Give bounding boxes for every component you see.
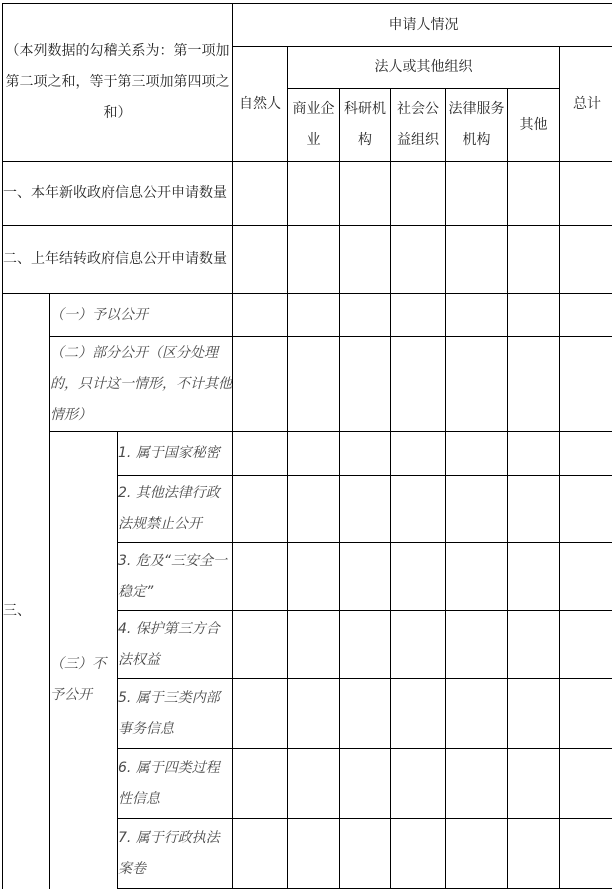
row-label-denied: （三）不予公开 bbox=[50, 432, 118, 889]
data-cell[interactable] bbox=[340, 226, 391, 294]
data-cell[interactable] bbox=[233, 294, 288, 337]
header-legal-org-group: 法人或其他组织 bbox=[288, 47, 560, 89]
data-cell[interactable] bbox=[340, 337, 391, 432]
data-cell[interactable] bbox=[560, 749, 612, 819]
data-cell[interactable] bbox=[560, 476, 612, 543]
data-cell[interactable] bbox=[508, 611, 560, 679]
data-cell[interactable] bbox=[508, 432, 560, 476]
corner-note: （本列数据的勾稽关系为：第一项加第二项之和，等于第三项加第四项之和） bbox=[3, 4, 233, 162]
data-cell[interactable] bbox=[391, 432, 446, 476]
data-cell[interactable] bbox=[391, 162, 446, 226]
header-commercial-enterprise: 商业企业 bbox=[288, 89, 340, 162]
data-cell[interactable] bbox=[391, 611, 446, 679]
data-cell[interactable] bbox=[233, 432, 288, 476]
data-cell[interactable] bbox=[391, 543, 446, 611]
data-cell[interactable] bbox=[288, 476, 340, 543]
row-label-carryover-applications: 二、上年结转政府信息公开申请数量 bbox=[3, 226, 233, 294]
data-cell[interactable] bbox=[233, 226, 288, 294]
data-cell[interactable] bbox=[288, 226, 340, 294]
section-three-label: 三、 bbox=[3, 294, 50, 889]
data-cell[interactable] bbox=[446, 337, 508, 432]
header-total: 总计 bbox=[560, 47, 612, 162]
data-cell[interactable] bbox=[340, 611, 391, 679]
data-cell[interactable] bbox=[233, 337, 288, 432]
header-other: 其他 bbox=[508, 89, 560, 162]
data-cell[interactable] bbox=[508, 162, 560, 226]
data-cell[interactable] bbox=[233, 749, 288, 819]
data-cell[interactable] bbox=[288, 543, 340, 611]
data-cell[interactable] bbox=[446, 749, 508, 819]
data-cell[interactable] bbox=[288, 337, 340, 432]
row-label-partial-disclosure: （二）部分公开（区分处理的，只计这一情形，不计其他情形） bbox=[50, 337, 233, 432]
data-cell[interactable] bbox=[233, 162, 288, 226]
data-cell[interactable] bbox=[391, 226, 446, 294]
data-cell[interactable] bbox=[446, 679, 508, 749]
data-cell[interactable] bbox=[340, 543, 391, 611]
data-cell[interactable] bbox=[340, 476, 391, 543]
row-label-new-applications: 一、本年新收政府信息公开申请数量 bbox=[3, 162, 233, 226]
data-cell[interactable] bbox=[340, 679, 391, 749]
data-cell[interactable] bbox=[391, 294, 446, 337]
data-cell[interactable] bbox=[446, 162, 508, 226]
data-cell[interactable] bbox=[446, 294, 508, 337]
data-cell[interactable] bbox=[508, 294, 560, 337]
data-cell[interactable] bbox=[391, 337, 446, 432]
data-cell[interactable] bbox=[508, 819, 560, 889]
data-cell[interactable] bbox=[340, 819, 391, 889]
data-cell[interactable] bbox=[446, 226, 508, 294]
data-cell[interactable] bbox=[508, 476, 560, 543]
data-cell[interactable] bbox=[508, 749, 560, 819]
row-label-enforcement-files: 7. 属于行政执法案卷 bbox=[118, 819, 233, 889]
data-cell[interactable] bbox=[560, 432, 612, 476]
data-cell[interactable] bbox=[391, 476, 446, 543]
data-cell[interactable] bbox=[233, 611, 288, 679]
data-cell[interactable] bbox=[446, 819, 508, 889]
data-cell[interactable] bbox=[340, 294, 391, 337]
data-cell[interactable] bbox=[508, 543, 560, 611]
data-cell[interactable] bbox=[560, 543, 612, 611]
row-label-third-party-rights: 4. 保护第三方合法权益 bbox=[118, 611, 233, 679]
data-cell[interactable] bbox=[446, 611, 508, 679]
data-cell[interactable] bbox=[560, 679, 612, 749]
data-cell[interactable] bbox=[391, 819, 446, 889]
data-cell[interactable] bbox=[560, 337, 612, 432]
data-cell[interactable] bbox=[560, 162, 612, 226]
data-cell[interactable] bbox=[446, 476, 508, 543]
header-natural-person: 自然人 bbox=[233, 47, 288, 162]
data-cell[interactable] bbox=[288, 162, 340, 226]
data-cell[interactable] bbox=[233, 476, 288, 543]
data-cell[interactable] bbox=[288, 611, 340, 679]
data-cell[interactable] bbox=[340, 749, 391, 819]
data-cell[interactable] bbox=[560, 819, 612, 889]
data-cell[interactable] bbox=[340, 162, 391, 226]
data-cell[interactable] bbox=[233, 679, 288, 749]
data-cell[interactable] bbox=[288, 432, 340, 476]
data-cell[interactable] bbox=[288, 819, 340, 889]
row-label-process-info: 6. 属于四类过程性信息 bbox=[118, 749, 233, 819]
header-public-welfare-org: 社会公益组织 bbox=[391, 89, 446, 162]
data-cell[interactable] bbox=[508, 679, 560, 749]
data-cell[interactable] bbox=[233, 819, 288, 889]
data-cell[interactable] bbox=[288, 679, 340, 749]
data-cell[interactable] bbox=[391, 749, 446, 819]
data-cell[interactable] bbox=[391, 679, 446, 749]
row-label-granted: （一）予以公开 bbox=[50, 294, 233, 337]
header-applicant-title: 申请人情况 bbox=[233, 4, 612, 47]
data-cell[interactable] bbox=[560, 611, 612, 679]
row-label-internal-affairs: 5. 属于三类内部事务信息 bbox=[118, 679, 233, 749]
data-cell[interactable] bbox=[233, 543, 288, 611]
row-label-law-prohibited: 2. 其他法律行政法规禁止公开 bbox=[118, 476, 233, 543]
row-label-state-secret: 1. 属于国家秘密 bbox=[118, 432, 233, 476]
data-cell[interactable] bbox=[508, 226, 560, 294]
data-cell[interactable] bbox=[340, 432, 391, 476]
data-cell[interactable] bbox=[560, 226, 612, 294]
header-legal-service-org: 法律服务机构 bbox=[446, 89, 508, 162]
data-cell[interactable] bbox=[446, 432, 508, 476]
data-cell[interactable] bbox=[508, 337, 560, 432]
data-cell[interactable] bbox=[446, 543, 508, 611]
header-research-institution: 科研机构 bbox=[340, 89, 391, 162]
data-cell[interactable] bbox=[288, 294, 340, 337]
row-label-endanger-security: 3. 危及“三安全一稳定” bbox=[118, 543, 233, 611]
disclosure-statistics-table bbox=[2, 3, 612, 889]
data-cell[interactable] bbox=[560, 294, 612, 337]
data-cell[interactable] bbox=[288, 749, 340, 819]
